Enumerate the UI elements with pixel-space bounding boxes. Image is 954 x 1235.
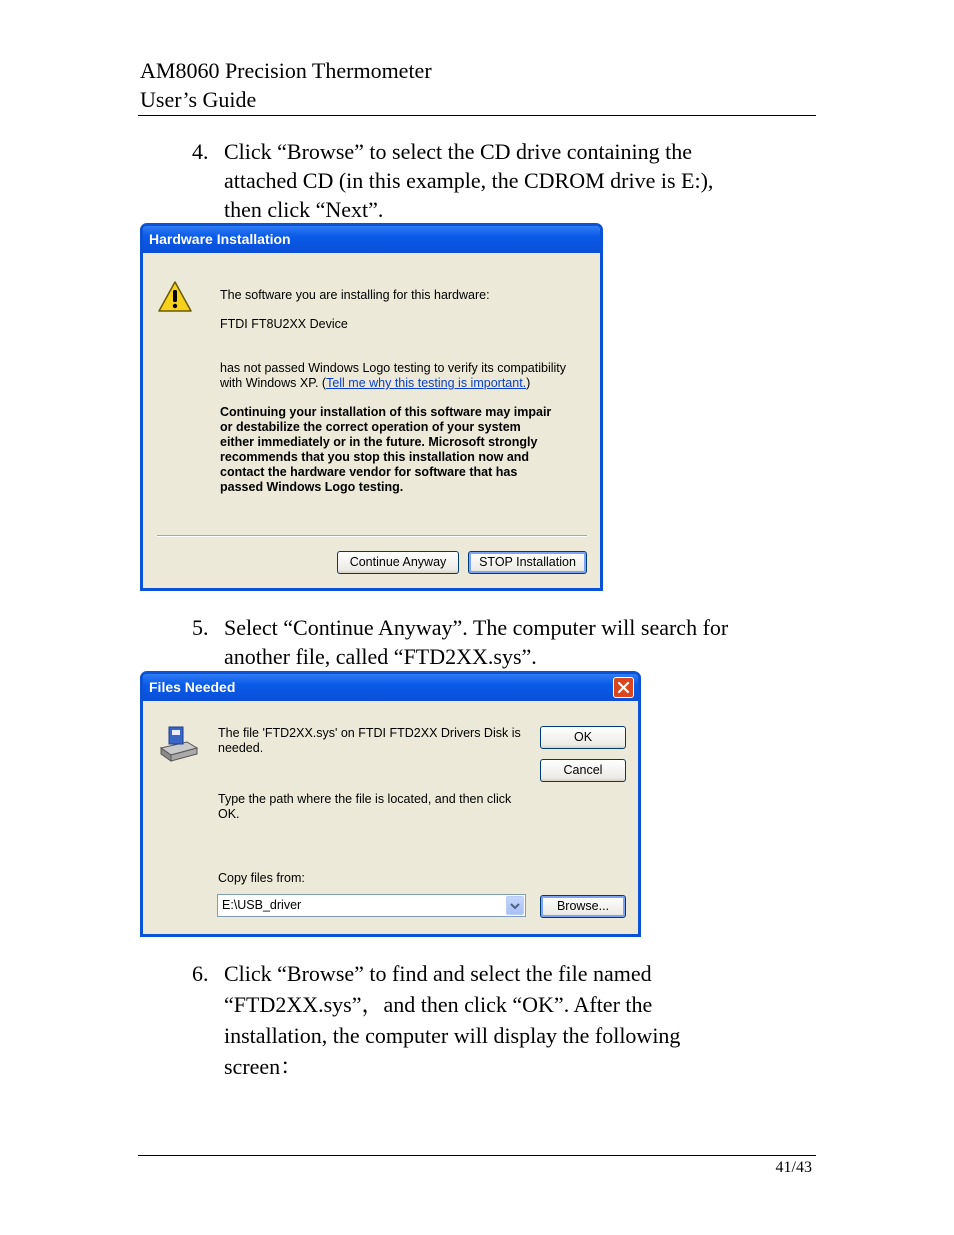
- warning-line: recommends that you stop this installation now and: [220, 450, 530, 464]
- step-text-line: then click “Next”.: [224, 197, 384, 222]
- continue-anyway-button[interactable]: Continue Anyway: [337, 551, 459, 574]
- warning-paragraph: [220, 405, 551, 495]
- logo-testing-line2: [220, 376, 530, 391]
- copy-from-combobox[interactable]: [217, 894, 526, 917]
- step-text-line: “FTD2XX.sys”，and then click “OK”. After the: [224, 992, 653, 1017]
- step-number: 6.: [192, 961, 209, 986]
- step-text-line: installation, the computer will display the following: [224, 1023, 681, 1048]
- document-title: AM8060 Precision Thermometer: [140, 58, 432, 83]
- step-5: [192, 613, 812, 673]
- disk-drive-icon: [157, 724, 199, 764]
- logo-testing-text: has not passed Windows Logo testing to verify its compatibility: [220, 361, 567, 375]
- message-line: The file 'FTD2XX.sys' on FTDI FTD2XX Drivers Disk is: [218, 726, 521, 740]
- step-text-line: screen：: [224, 1054, 303, 1079]
- close-button[interactable]: [613, 677, 634, 698]
- document-subtitle: User’s Guide: [140, 87, 257, 112]
- warning-icon: [157, 280, 193, 314]
- dialog-separator: [157, 535, 587, 537]
- logo-prefix-text: with Windows XP. (: [220, 376, 327, 390]
- step-text-line: another file, called “FTD2XX.sys”.: [224, 644, 537, 669]
- device-name-text: FTDI FT8U2XX Device: [220, 317, 348, 331]
- step-4: [192, 137, 812, 227]
- close-icon: [614, 678, 633, 697]
- page-number: 41/43: [775, 1159, 812, 1176]
- warning-line: either immediately or in the future. Microsoft strongly: [220, 435, 538, 449]
- copy-files-label: Copy files from:: [218, 871, 305, 885]
- step-text-line: Select “Continue Anyway”. The computer will search for: [224, 615, 729, 640]
- ok-button[interactable]: OK: [540, 726, 626, 749]
- warning-line: Continuing your installation of this software may impair: [220, 405, 552, 419]
- step-text-line: Click “Browse” to select the CD drive containing the: [224, 139, 692, 164]
- copy-from-value: E:\USB_driver: [222, 898, 302, 912]
- warning-line: contact the hardware vendor for software that has: [220, 465, 518, 479]
- warning-line: passed Windows Logo testing.: [220, 480, 404, 494]
- hardware-installation-dialog: [140, 223, 603, 591]
- instruction-line: OK.: [218, 807, 240, 821]
- warning-line: or destabilize the correct operation of your system: [220, 420, 521, 434]
- files-needed-dialog: [140, 671, 641, 937]
- cancel-button[interactable]: Cancel: [540, 759, 626, 782]
- dialog-titlebar: Hardware Installation: [143, 226, 600, 253]
- software-intro-text: The software you are installing for this hardware:: [220, 288, 490, 302]
- step-number: 4.: [192, 139, 209, 164]
- footer-rule: [138, 1155, 816, 1156]
- tell-me-why-link[interactable]: Tell me why this testing is important.: [326, 376, 527, 390]
- step-text-line: attached CD (in this example, the CDROM drive is E:),: [224, 168, 714, 193]
- logo-suffix-text: ): [526, 376, 531, 390]
- chevron-down-icon: [507, 897, 523, 914]
- browse-button[interactable]: Browse...: [540, 895, 626, 918]
- message-line: needed.: [218, 741, 264, 755]
- dropdown-button[interactable]: [506, 896, 524, 915]
- step-text-line: Click “Browse” to find and select the file named: [224, 961, 652, 986]
- step-number: 5.: [192, 615, 209, 640]
- instruction-line: Type the path where the file is located, and then click: [218, 792, 512, 806]
- dialog-titlebar: Files Needed: [143, 674, 638, 701]
- path-instruction: [218, 792, 511, 822]
- stop-installation-button[interactable]: STOP Installation: [468, 551, 587, 574]
- file-needed-message: [218, 726, 521, 756]
- step-6: [192, 959, 812, 1084]
- header-rule: [138, 115, 816, 116]
